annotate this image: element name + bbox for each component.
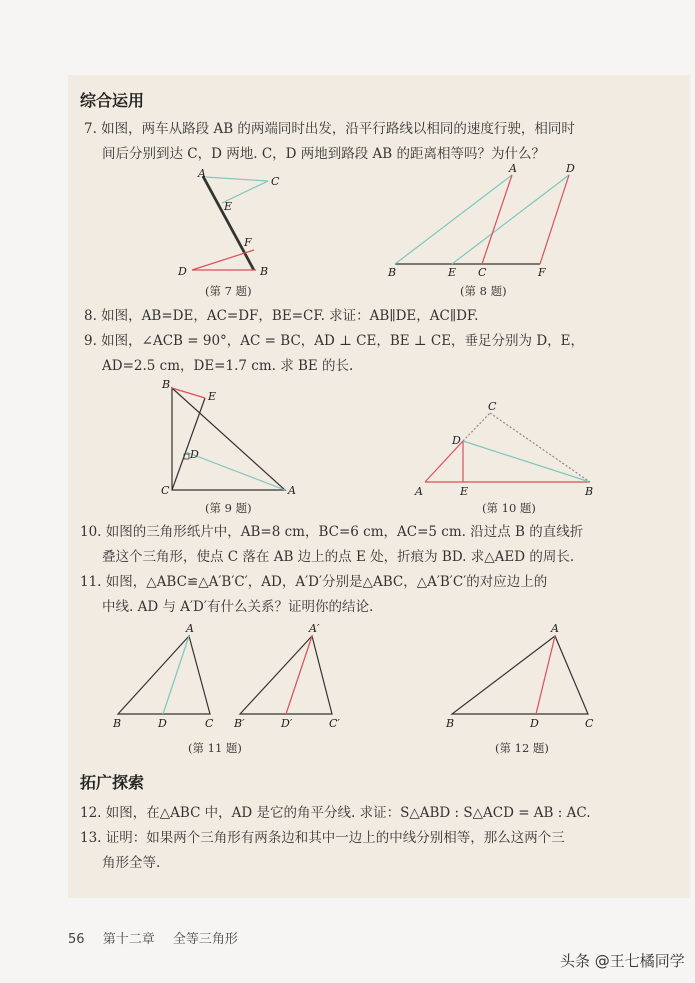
problem-8: 8. 如图，AB=DE，AC=DF，BE=CF. 求证：AB∥DE，AC∥DF. xyxy=(84,308,479,324)
point-label: E xyxy=(448,266,457,279)
point-label: B xyxy=(388,266,397,279)
point-label: C xyxy=(271,175,280,188)
chapter-title: 全等三角形 xyxy=(172,932,238,947)
problem-9-line1: 9. 如图，∠ACB = 90°，AC = BC，AD ⊥ CE，BE ⊥ CE，垂足分别为 D，E， xyxy=(84,333,585,349)
point-label: A′ xyxy=(309,622,320,635)
section-heading-applied: 综合运用 xyxy=(80,91,145,110)
problem-10-line1: 10. 如图的三角形纸片中，AB=8 cm，BC=6 cm，AC=5 cm. 沿过点 B 的直线折 xyxy=(80,524,584,540)
point-label: B xyxy=(113,717,122,730)
point-label: D xyxy=(158,717,167,730)
point-label: C xyxy=(488,400,497,413)
point-label: A xyxy=(509,162,517,175)
problem-13-line2: 角形全等. xyxy=(102,855,161,871)
point-label: B xyxy=(446,717,455,730)
page-number: 56 xyxy=(68,932,85,947)
figure-10 xyxy=(414,400,593,498)
point-label: D xyxy=(530,717,539,730)
problem-10-line2: 叠这个三角形，使点 C 落在 AB 边上的点 E 处，折痕为 BD. 求△AED 的周长. xyxy=(102,549,575,565)
page-footer xyxy=(68,928,252,947)
point-label: E xyxy=(460,485,469,498)
figure-11 xyxy=(112,622,340,730)
point-label: A xyxy=(551,622,559,635)
point-label: F xyxy=(244,236,252,249)
point-label: C′ xyxy=(329,717,340,730)
point-label: D′ xyxy=(281,717,293,730)
watermark: 头条 @王七橘同学 xyxy=(560,952,685,970)
point-label: C xyxy=(161,484,170,497)
point-label: A xyxy=(415,485,423,498)
chapter-label: 第十二章 xyxy=(102,932,155,947)
caption-fig11: (第 11 题) xyxy=(188,741,242,755)
caption-fig12: (第 12 题) xyxy=(495,741,549,755)
caption-fig8: (第 8 题) xyxy=(460,284,507,298)
point-label: D xyxy=(566,162,575,175)
figure-9 xyxy=(161,378,296,497)
caption-fig7: (第 7 题) xyxy=(205,284,252,298)
point-label: B xyxy=(585,485,594,498)
point-label: B xyxy=(162,378,171,391)
point-label: D xyxy=(178,265,187,278)
section-heading-explore: 拓广探索 xyxy=(80,773,145,792)
point-label: A xyxy=(288,484,296,497)
point-label: E xyxy=(208,390,217,403)
point-label: D xyxy=(190,448,199,461)
point-label: F xyxy=(538,266,546,279)
problem-7-line2: 间后分别到达 C，D 两地. C，D 两地到路段 AB 的距离相等吗？为什么？ xyxy=(102,146,546,162)
point-label: A xyxy=(186,622,194,635)
figure-8 xyxy=(387,162,575,279)
problem-13-line1: 13. 证明：如果两个三角形有两条边和其中一边上的中线分别相等，那么这两个三 xyxy=(80,830,565,846)
caption-fig10: (第 10 题) xyxy=(482,501,536,515)
figure-12 xyxy=(445,622,594,730)
problem-11-line1: 11. 如图，△ABC≌△A′B′C′，AD，A′D′分别是△ABC，△A′B′C′的对应边上的 xyxy=(80,574,548,590)
point-label: C xyxy=(585,717,594,730)
point-label: C xyxy=(205,717,214,730)
problem-9-line2: AD=2.5 cm，DE=1.7 cm. 求 BE 的长. xyxy=(102,358,354,374)
problem-11-line2: 中线. AD 与 A′D′有什么关系？证明你的结论. xyxy=(102,599,374,615)
point-label: B xyxy=(260,265,269,278)
point-label: E xyxy=(224,200,233,213)
figure-7 xyxy=(177,167,280,278)
fig7-label: A xyxy=(198,167,206,180)
problem-7-line1: 7. 如图，两车从路段 AB 的两端同时出发，沿平行路线以相同的速度行驶，相同时 xyxy=(84,121,575,137)
point-label: B′ xyxy=(234,717,245,730)
problem-12: 12. 如图，在△ABC 中，AD 是它的角平分线. 求证：S△ABD : S△ACD = AB : AC. xyxy=(80,805,591,821)
point-label: C xyxy=(478,266,487,279)
point-label: D xyxy=(452,434,461,447)
caption-fig9: (第 9 题) xyxy=(205,501,252,515)
